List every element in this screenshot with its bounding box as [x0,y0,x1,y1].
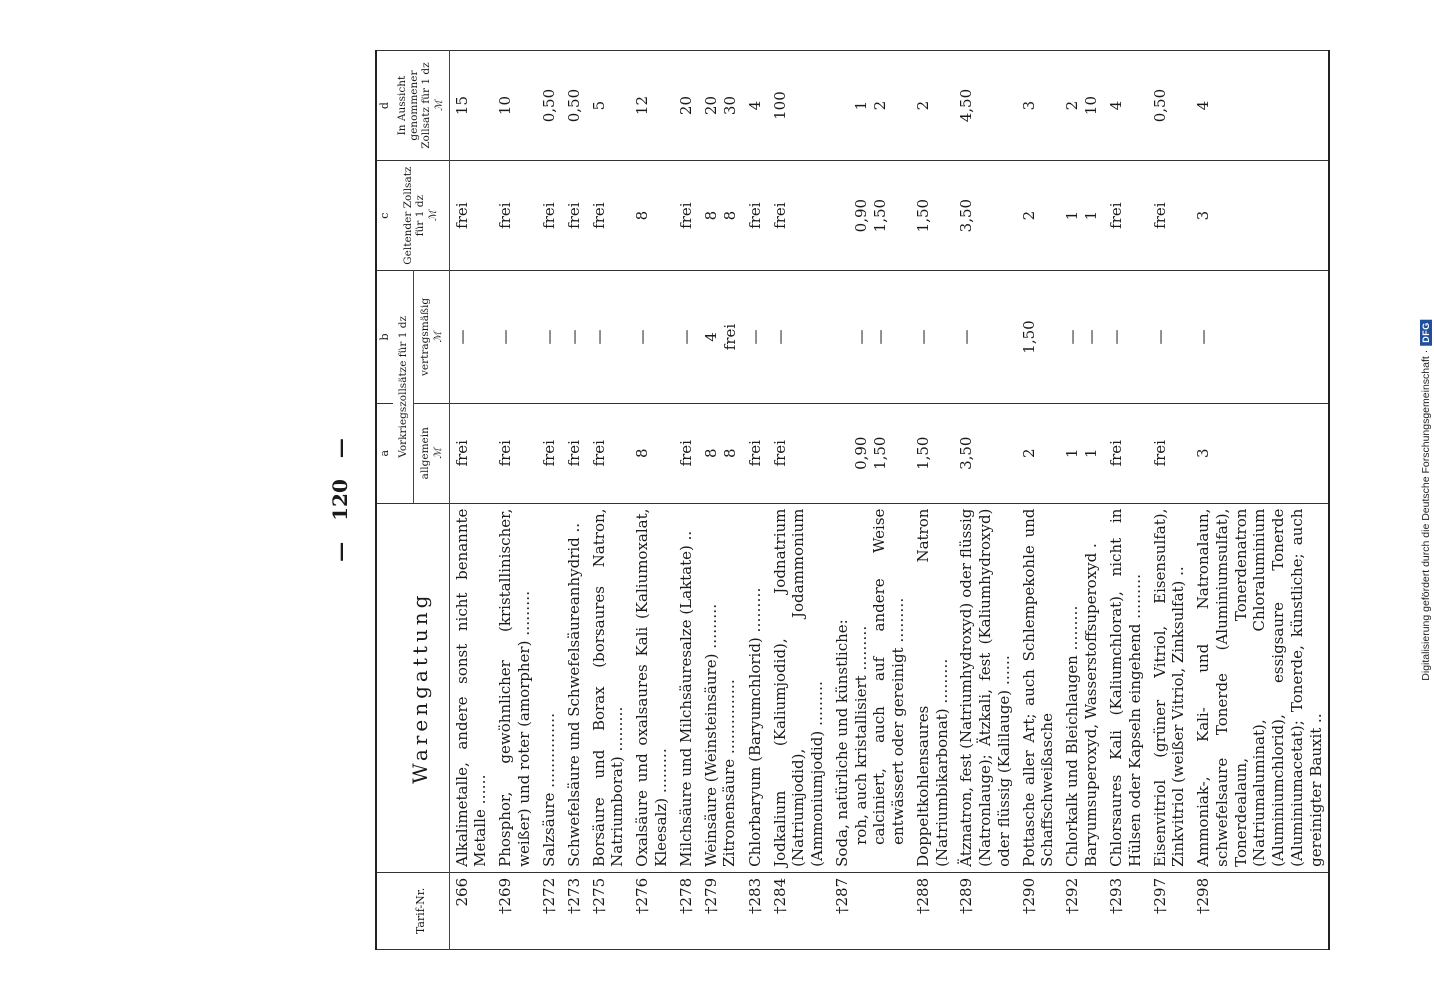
rate-value-a: 2 [1019,448,1038,458]
rate-value-a: frei [1150,440,1169,467]
scanned-page [320,50,1325,950]
description-cell [954,503,1016,872]
header-warengattung: Warengattung [393,503,449,872]
description-line: Chlorkalk und Bleichlaugen ……… [1063,605,1082,867]
header-allgemein-text: allgemein [418,427,431,480]
rate-cell-a [830,403,911,503]
rate-value-c: frei [539,202,558,229]
description-line: calciniert, auch auf andere Weise entwässert oder gereinigt ……… [870,508,908,845]
rate-value-c: 1,50 [913,198,932,233]
description-cell [1104,503,1148,872]
rate-value-c: frei [676,202,695,229]
rate-cell-d [954,51,1016,161]
rate-cell-d [699,51,743,161]
tarif-nr-cell: †278 [674,872,699,949]
rate-value-d: 4,50 [957,88,976,123]
rate-cell-a [743,403,768,503]
rate-value-b: — [851,329,870,345]
tarif-nr-cell: †269 [493,872,537,949]
rate-cell-c [630,161,674,271]
rate-value-b: — [564,329,583,345]
rate-value-b: — [1082,329,1101,345]
table-row [1017,51,1061,950]
table-row [1104,51,1148,950]
rate-value-b: — [496,329,515,345]
header-allgemein-unit: ℳ [432,447,444,459]
rate-cell-c [1104,161,1148,271]
rate-value-a: frei [676,440,695,467]
rate-value-b: frei [720,323,739,351]
rate-value-a: frei [589,440,608,467]
rate-value-d [833,56,852,155]
header-geltender-unit: ℳ [428,210,440,221]
rate-value-c: 8 [720,210,739,221]
description-line: Jodkalium (Kaliumjodid), Jodnatrium (Natriumjodid), Jodammonium (Ammoniumjodid) ……… [770,508,827,867]
table-row [1060,51,1104,950]
rate-cell-c [768,161,830,271]
rate-value-c: 8 [633,210,652,221]
rate-value-a: 3 [1194,448,1213,458]
rate-value-c: 1 [1063,210,1082,221]
tarif-nr-cell: †279 [699,872,743,949]
rate-cell-b [954,271,1016,404]
rate-cell-a [537,403,562,503]
rate-value-a [833,409,852,498]
rate-value-a: 1,50 [870,436,889,470]
rate-cell-b [1060,271,1104,404]
rate-cell-c [954,161,1016,271]
rate-value-d: 1 [851,100,870,111]
rate-value-b: — [770,329,789,345]
rate-cell-b [699,271,743,404]
rate-value-b: — [957,329,976,345]
rate-value-b [833,276,852,398]
rate-cell-a [699,403,743,503]
tarif-nr-cell: †289 [954,872,1016,949]
rate-value-a: frei [496,440,515,467]
description-cell [911,503,955,872]
rate-value-a: 1 [1063,448,1082,458]
rate-cell-a [1060,403,1104,503]
rate-value-c: 1,50 [870,198,889,233]
rate-value-d: 4 [745,100,764,111]
page-dash-left: — [328,541,352,562]
description-cell [830,503,911,872]
rate-cell-c [1148,161,1192,271]
rate-cell-d [743,51,768,161]
tarif-nr-cell: †276 [630,872,674,949]
rate-cell-b [768,271,830,404]
header-geltender-text: Geltender Zollsatz für 1 dz [402,166,427,265]
description-cell [1191,503,1329,872]
description-cell [674,503,699,872]
rate-value-b: — [589,329,608,345]
rate-cell-b [1104,271,1148,404]
rate-cell-b [911,271,955,404]
description-line: roh, auch kristallisiert ……… [851,625,870,845]
rate-cell-b [1191,271,1329,404]
rate-cell-b [562,271,587,404]
description-line: Zitronensäure …………… [720,679,739,867]
description-line: Pottasche aller Art; auch Schlempekohle und Schaffschweißasche [1019,508,1057,867]
rate-cell-d [1191,51,1329,161]
rate-value-c: frei [770,202,789,229]
description-cell [1060,503,1104,872]
rate-value-a: frei [564,440,583,467]
header-aussicht [393,51,449,161]
rate-value-d: 15 [452,96,471,116]
description-line: Eisenvitriol (grüner Vitriol, Eisensulfat), Zinkvitriol (weißer Vitriol, Zinksulfat) .. [1150,508,1188,867]
rate-cell-c [449,161,493,271]
rate-value-b: — [676,329,695,345]
description-cell [1148,503,1192,872]
rate-value-d: 4 [1194,100,1213,111]
rate-value-b: — [452,329,471,345]
rate-value-d: 2 [870,100,889,111]
page-number-value: 120 [328,479,352,521]
rate-cell-b [630,271,674,404]
rate-value-d: 10 [496,96,515,116]
rate-value-c: frei [589,202,608,229]
rate-value-b: — [870,329,889,345]
description-line: Chlorbaryum (Baryumchlorid) ……… [745,587,764,867]
rate-value-b: — [539,329,558,345]
rate-value-a: frei [745,440,764,467]
rate-value-c: frei [745,202,764,229]
tarif-nr-cell: †298 [1191,872,1329,949]
header-aussicht-text: In Aussicht genommener Zollsatz für 1 dz [396,62,433,149]
description-cell [493,503,537,872]
description-line: Baryumsuperoxyd, Wasserstoffsuperoxyd . [1081,543,1100,867]
rate-cell-a [911,403,955,503]
header-aussicht-unit: ℳ [434,100,446,111]
dfg-logo: DFG [1420,319,1432,346]
tarif-nr-cell: †297 [1148,872,1192,949]
description-cell [537,503,562,872]
rate-value-b: — [1150,329,1169,345]
tarif-nr-cell: †287 [830,872,911,949]
rate-value-a: 8 [633,448,652,458]
rate-value-b: — [1194,329,1213,345]
rate-cell-b [449,271,493,404]
rate-cell-b [537,271,562,404]
rate-value-b: — [913,329,932,345]
rate-value-d: 30 [720,96,739,116]
description-line: Soda, natürliche und künstliche: [832,619,851,867]
rate-cell-c [830,161,911,271]
description-line: Weinsäure (Weinsteinsäure) ……… [701,603,720,867]
rate-value-a: 3,50 [957,436,976,470]
rate-value-c: frei [1107,202,1126,229]
rate-value-b: — [1107,329,1126,345]
description-cell [630,503,674,872]
rate-value-a: frei [1107,440,1126,467]
rate-cell-a [562,403,587,503]
rate-cell-a [1017,403,1061,503]
rate-value-c: 8 [701,210,720,221]
tarif-nr-cell: †283 [743,872,768,949]
description-cell [1017,503,1061,872]
tarif-nr-cell: †272 [537,872,562,949]
rate-value-a: 8 [701,448,720,458]
rate-cell-b [1148,271,1192,404]
description-line: Borsäure und Borax (borsaures Natron, Natriumborat) ……… [589,508,627,867]
rate-value-a: frei [452,440,471,467]
rate-cell-c [493,161,537,271]
rate-value-c: 2 [1019,210,1038,221]
rate-value-c [833,166,852,265]
rate-value-d: 0,50 [564,88,583,123]
header-vertragsmaessig-unit: ℳ [432,331,444,343]
rate-cell-d [1148,51,1192,161]
description-cell [449,503,493,872]
description-line: Ätznatron, fest (Natriumhydroxyd) oder flüssig (Natronlauge); Ätzkali, fest (Kaliumhydroxyd) oder flüssig (Kalilauge) …… [957,508,1013,867]
rate-value-d: 3 [1019,100,1038,111]
rate-cell-d [449,51,493,161]
rate-cell-c [587,161,631,271]
rate-cell-d [630,51,674,161]
rate-value-d: 4 [1107,100,1126,111]
rate-value-a: frei [539,440,558,467]
rate-value-b: — [1063,329,1082,345]
rate-value-a: 0,90 [851,436,870,470]
rate-value-b: — [745,329,764,345]
rate-cell-c [562,161,587,271]
rate-cell-b [743,271,768,404]
rate-value-c: 3,50 [957,198,976,233]
rate-value-c: frei [564,202,583,229]
rate-cell-a [587,403,631,503]
description-line: Salzsäure …………… [539,712,558,867]
header-row [393,51,413,950]
rate-cell-c [743,161,768,271]
funding-credit [1420,319,1432,680]
rate-value-d: 2 [1063,100,1082,111]
description-line: Ammoniak-, Kali- und Natronalaun, schwefelsaure Tonerde (Aluminiumsulfat), Tonerdealaun, Tonerdenatron (Natriumaluminat), Chloraluminium (Aluminiumchlorid), essigsaure Tonerde (Aluminiumacetat); Tonerde, künstliche; auch gereinigter Bauxit .. [1194,508,1325,867]
description-line: Schwefelsäure und Schwefelsäureanhydrid .. [564,522,583,867]
rate-cell-d [1017,51,1061,161]
description-cell [699,503,743,872]
header-vorkrieg: Vorkriegszollsätze für 1 dz [393,271,413,503]
description-cell [562,503,587,872]
table-row [768,51,830,950]
rate-value-c: frei [496,202,515,229]
tarif-nr-cell: †288 [911,872,955,949]
table-row [537,51,562,950]
rate-cell-b [587,271,631,404]
table-row [1148,51,1192,950]
rate-value-b: — [633,329,652,345]
rate-value-d: 12 [633,96,652,116]
tarif-nr-cell: †292 [1060,872,1104,949]
rate-value-d: 0,50 [1150,88,1169,123]
column-letter-row [376,51,393,950]
column-letter-d: d [376,51,393,161]
page-dash-right: — [328,438,352,459]
rate-cell-c [674,161,699,271]
description-line: Phosphor, gewöhnlicher (kristallinischer, weißer) und roter (amorpher) ……… [496,508,533,867]
rate-cell-a [493,403,537,503]
rate-value-a: frei [770,440,789,467]
tarif-nr-cell: †275 [587,872,631,949]
header-vertragsmaessig [413,271,449,404]
description-line: Alkalimetalle, andere sonst nicht benannte Metalle …… [452,508,490,867]
column-letter-a: a [376,403,393,503]
table-row [562,51,587,950]
rate-cell-d [1104,51,1148,161]
rate-cell-d [537,51,562,161]
rate-cell-c [699,161,743,271]
rate-cell-d [768,51,830,161]
table-row [1191,51,1329,950]
description-cell [743,503,768,872]
rate-value-c: 1 [1082,210,1101,221]
table-row [674,51,699,950]
column-letter-b: b [376,271,393,404]
tarif-nr-cell: 266 [449,872,493,949]
description-line: Milchsäure und Milchsäuresalze (Laktate) .. [676,530,695,867]
rate-cell-a [1148,403,1192,503]
header-vertragsmaessig-text: vertragsmäßig [418,297,431,377]
header-geltender [393,161,449,271]
rate-cell-d [587,51,631,161]
rate-cell-d [1060,51,1104,161]
description-line: Doppeltkohlensaures Natron (Natriumbikarbonat) ……… [913,508,951,867]
tarif-nr-cell: †273 [562,872,587,949]
rate-cell-c [537,161,562,271]
table-row [954,51,1016,950]
rate-cell-a [630,403,674,503]
table-row [911,51,955,950]
tariff-table [375,50,1330,950]
rate-value-d: 10 [1082,96,1101,116]
table-row [587,51,631,950]
rate-value-a: 1 [1082,448,1101,458]
rate-cell-a [768,403,830,503]
rate-cell-c [1017,161,1061,271]
rate-value-b: 4 [701,332,720,342]
rate-value-b: 1,50 [1019,320,1038,354]
rate-value-c: 3 [1194,210,1213,221]
tariff-body [449,51,1329,950]
column-letter-c: c [376,161,393,271]
rate-cell-a [954,403,1016,503]
rate-value-d: 20 [701,96,720,116]
tarif-nr-cell: †284 [768,872,830,949]
header-tarif-nr: Tarif-Nr. [393,872,449,949]
table-row [743,51,768,950]
rate-cell-c [1191,161,1329,271]
rate-cell-d [911,51,955,161]
description-cell [587,503,631,872]
rate-value-d: 20 [676,96,695,116]
rate-cell-d [493,51,537,161]
description-line: Oxalsäure und oxalsaures Kali (Kaliumoxalat, Kleesalz) ……… [633,508,670,867]
rate-value-d: 2 [913,100,932,111]
rate-cell-d [562,51,587,161]
rate-value-d: 100 [770,91,789,120]
table-row [830,51,911,950]
rate-cell-d [830,51,911,161]
page-number [328,50,352,950]
rate-cell-b [830,271,911,404]
rate-cell-a [449,403,493,503]
credit-text: Digitalisierung gefördert durch die Deutsche Forschungsgemeinschaft · [1420,349,1432,681]
table-row [449,51,493,950]
table-row [699,51,743,950]
rate-value-c: frei [1150,202,1169,229]
table-row [630,51,674,950]
rate-cell-b [493,271,537,404]
rate-cell-a [1104,403,1148,503]
table-row [493,51,537,950]
rate-cell-d [674,51,699,161]
rate-cell-a [674,403,699,503]
rate-value-a: 1,50 [913,436,932,470]
rate-value-d: 0,50 [539,88,558,123]
rate-value-c: 0,90 [851,198,870,233]
rate-cell-c [1060,161,1104,271]
rate-cell-c [911,161,955,271]
rate-cell-a [1191,403,1329,503]
rate-value-c: frei [452,202,471,229]
tarif-nr-cell: †290 [1017,872,1061,949]
header-allgemein [413,403,449,503]
rate-cell-b [1017,271,1061,404]
description-line: Chlorsaures Kali (Kaliumchlorat), nicht in Hülsen oder Kapseln eingehend ……… [1107,508,1144,867]
rate-cell-b [674,271,699,404]
rate-value-d: 5 [589,100,608,111]
rate-value-a: 8 [720,448,739,458]
description-cell [768,503,830,872]
tarif-nr-cell: †293 [1104,872,1148,949]
